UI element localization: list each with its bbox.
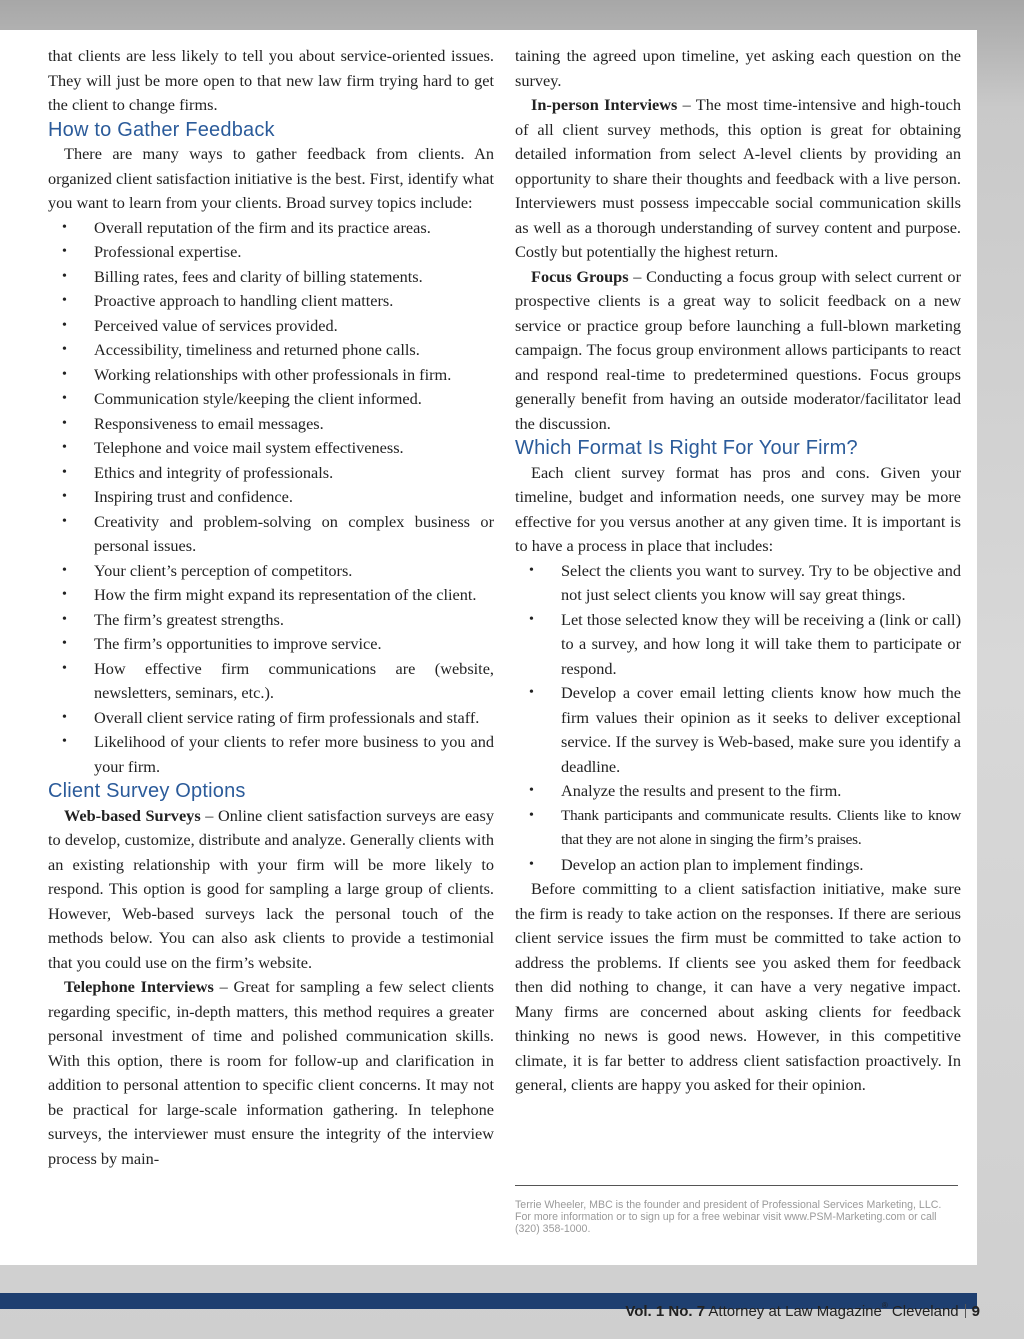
bio-divider (515, 1185, 958, 1186)
list-item: • Professional expertise. (48, 240, 494, 265)
right-column (515, 44, 961, 1098)
author-bio: Terrie Wheeler, MBC is the founder and president of Professional Services Marketing, LLC. For more information or to sign up for a free webinar visit www.PSM-Marketing.com or call (320) 358-1000. (515, 1199, 942, 1235)
list-item: • Proactive approach to handling client matters. (48, 289, 494, 314)
list-item: • Perceived value of services provided. (48, 314, 494, 339)
list-item: • Ethics and integrity of professionals. (48, 461, 494, 486)
list-item: • The firm’s greatest strengths. (48, 608, 494, 633)
web-surveys-label: Web-based Surveys (64, 805, 201, 825)
continued-paragraph: taining the agreed upon timeline, yet asking each question on the survey. (515, 46, 961, 90)
list-item: • Develop a cover email letting clients know how much the firm values their opinion as it seeks to deliver exceptional service. If the survey is Web-based, make sure you identify a deadline. (515, 681, 961, 779)
gather-feedback-heading: How to Gather Feedback (48, 118, 275, 141)
list-item: • How effective firm communications are (website, newsletters, seminars, etc.). (48, 657, 494, 706)
focus-groups-label: Focus Groups (531, 266, 629, 286)
page-number: 9 (971, 1303, 980, 1320)
list-item: • Develop an action plan to implement findings. (515, 853, 961, 878)
edition-city: Cleveland (887, 1303, 959, 1320)
process-steps-list (515, 559, 961, 878)
list-item: • Accessibility, timeliness and returned phone calls. (48, 338, 494, 363)
telephone-interviews-label: Telephone Interviews (64, 977, 214, 996)
magazine-page (0, 30, 977, 1265)
list-item: • Billing rates, fees and clarity of billing statements. (48, 265, 494, 290)
in-person-interviews-label: In-person Interviews (531, 95, 678, 114)
telephone-interviews-text: – Great for sampling a few select clients regarding specific, in-depth matters, this method requires a greater personal investment of time and polished communication skills. With this option, there is room for follow-up and clarification in addition to personal attention to specific client concerns. It may not be practical for large-scale information gathering. In telephone surveys, the interviewer must ensure the integrity of the interview process by main- (48, 977, 494, 1168)
list-item: • Telephone and voice mail system effectiveness. (48, 436, 494, 461)
footer-separator (965, 1304, 966, 1318)
list-item: • Analyze the results and present to the firm. (515, 779, 961, 804)
focus-groups-text: – Conducting a focus group with select current or prospective clients is a great way to solicit feedback on a new service or practice group before launching a full-blown marketing campaign. The focus group environment allows participants to react and respond real-time to predetermined questions. Focus groups generally benefit from having an outside moderator/facilitator lead the discussion. (515, 266, 961, 433)
list-item: • Your client’s perception of competitors. (48, 559, 494, 584)
in-person-interviews-paragraph (515, 93, 961, 265)
list-item: • Overall reputation of the firm and its practice areas. (48, 216, 494, 241)
list-item: • Inspiring trust and confidence. (48, 485, 494, 510)
list-item: • The firm’s opportunities to improve service. (48, 632, 494, 657)
list-item: • Communication style/keeping the client informed. (48, 387, 494, 412)
focus-groups-paragraph (515, 265, 961, 437)
list-item: • How the firm might expand its representation of the client. (48, 583, 494, 608)
telephone-interviews-paragraph (48, 975, 494, 1171)
web-surveys-paragraph (48, 804, 494, 976)
magazine-title: Attorney at Law Magazine (705, 1303, 882, 1320)
survey-topics-list (48, 216, 494, 780)
format-paragraph: Each client survey format has pros and cons. Given your timeline, budget and information needs, one survey may be more effective for you versus another at any given time. It is important is to have a process in place that includes: (515, 462, 961, 555)
list-item: • Responsiveness to email messages. (48, 412, 494, 437)
left-column (48, 44, 494, 1171)
issue-volume: Vol. 1 No. 7 (625, 1303, 706, 1320)
closing-paragraph: Before committing to a client satisfaction initiative, make sure the firm is ready to take action on the responses. If there are serious client service issues the firm must be committed to take action to address the problems. If clients see you asked them for feedback then did nothing to change, it can have a very negative impact. Many firms are concerned about asking clients for feedback thinking no news is good news. However, in this competitive climate, it is far better to address client satisfaction proactively. In general, clients are happy you asked for their opinion. (515, 879, 961, 1094)
registered-mark: ® (881, 1301, 888, 1310)
list-item: • Working relationships with other professionals in firm. (48, 363, 494, 388)
in-person-interviews-text: – The most time-intensive and high-touch of all client survey methods, this option is great for obtaining detailed information from select A-level clients by providing an opportunity to share their thoughts and feedback with a live person. Interviewers must possess impeccable social communication skills as well as a thorough understanding of survey content and purpose. Costly but potentially the highest return. (515, 95, 961, 261)
list-item: • Select the clients you want to survey. Try to be objective and not just select clients you know will say great things. (515, 559, 961, 608)
gather-feedback-paragraph: There are many ways to gather feedback from clients. An organized client satisfaction initiative is the best. First, identify what you want to learn from your clients. Broad survey topics include: (48, 144, 494, 212)
list-item: • Thank participants and communicate results. Clients like to know that they are not alone in singing the firm’s praises. (515, 804, 961, 853)
list-item: • Creativity and problem-solving on complex business or personal issues. (48, 510, 494, 559)
survey-options-heading: Client Survey Options (48, 780, 246, 802)
format-heading: Which Format Is Right For Your Firm? (515, 437, 858, 459)
list-item: • Let those selected know they will be receiving a (link or call) to a survey, and how long it will take them to participate or respond. (515, 608, 961, 682)
web-surveys-text: – Online client satisfaction surveys are easy to develop, customize, distribute and analyze. Generally clients with an existing relationship with your firm will be more likely to respond. This option is good for sampling a large group of clients. However, Web-based surveys lack the personal touch of the methods below. You can also ask clients to provide a testimonial that you could use on the firm’s website. (48, 805, 494, 972)
list-item: • Overall client service rating of firm professionals and staff. (48, 706, 494, 731)
page-footer (625, 1303, 980, 1320)
list-item: • Likelihood of your clients to refer more business to you and your firm. (48, 730, 494, 779)
intro-paragraph: that clients are less likely to tell you about service-oriented issues. They will just be more open to that new law firm trying hard to get the client to change firms. (48, 46, 494, 114)
